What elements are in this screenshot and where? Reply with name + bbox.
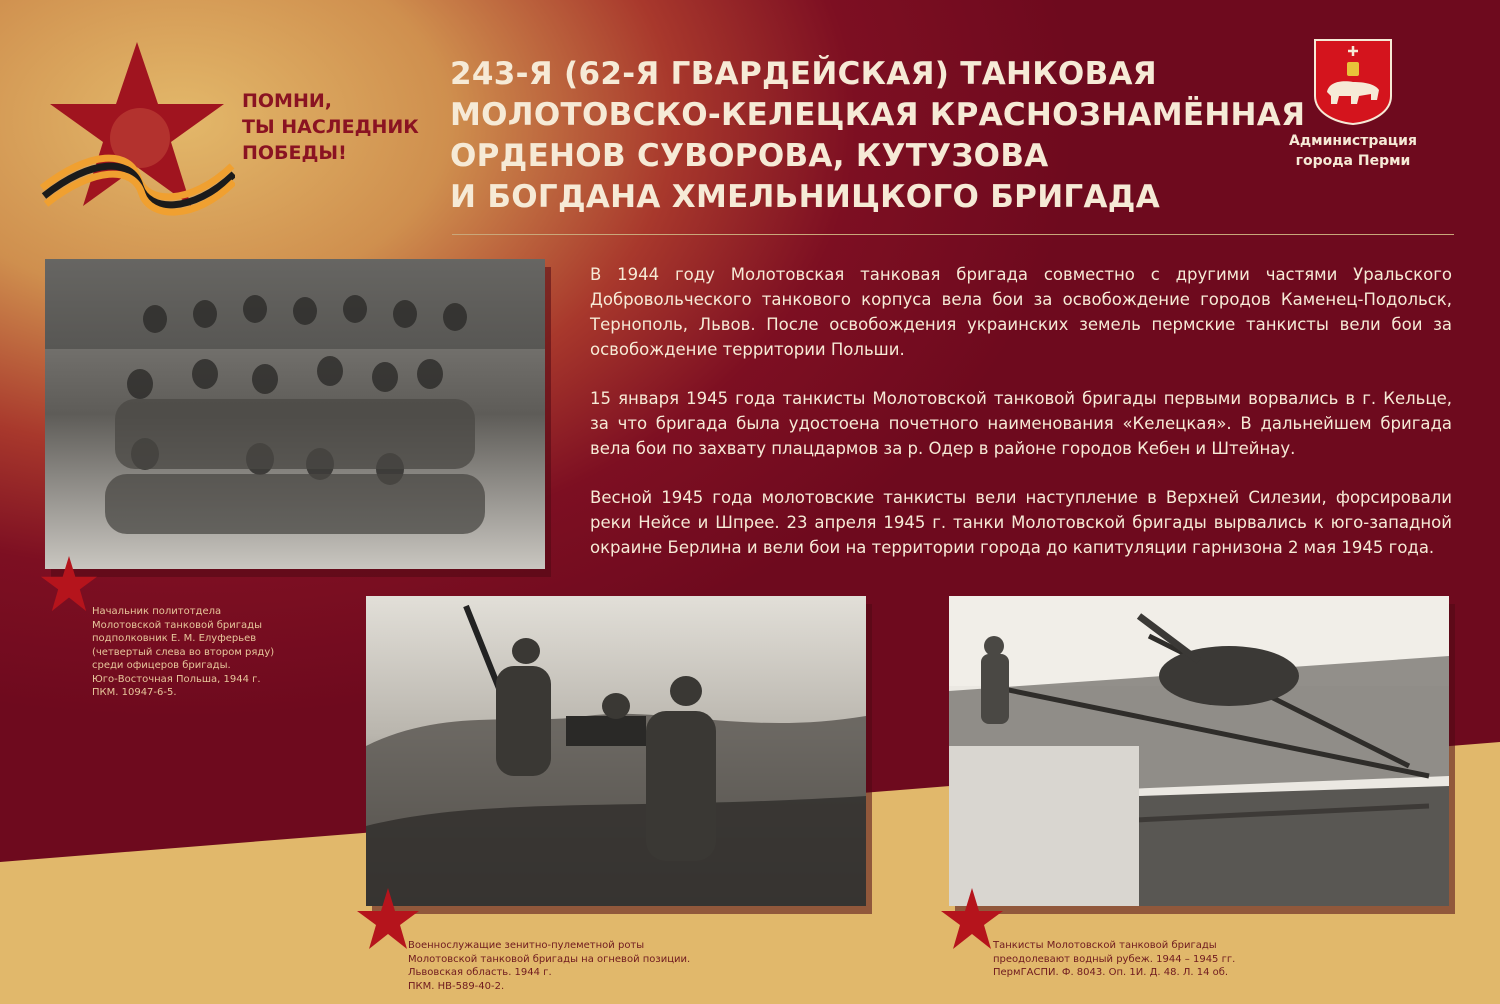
caption-line: ПКМ. НВ-589-40-2. — [408, 980, 505, 992]
admin-line-1: Администрация — [1289, 133, 1417, 149]
caption-line: среди офицеров бригады. — [92, 660, 231, 671]
slogan-line-3: ПОБЕДЫ! — [242, 142, 347, 164]
caption-line: подполковник Е. М. Елуферьев — [92, 633, 257, 644]
slogan-line-1: ПОМНИ, — [242, 90, 332, 112]
caption-anti-aircraft — [408, 939, 690, 993]
slogan-line-2: ТЫ НАСЛЕДНИК — [242, 116, 419, 138]
paragraph-2: 15 января 1945 года танкисты Молотовской танковой бригады первыми ворвались в г. Кельце, за что бригада была удостоена почетного наименования «Келецкая». В дальнейшем бригада вела бои по захвату плацдармов за р. Одер в районе городов Кебен и Штейнау. — [590, 389, 1452, 458]
history-text — [590, 262, 1452, 584]
caption-line: преодолевают водный рубеж. 1944 – 1945 гг. — [993, 953, 1236, 965]
slogan — [242, 88, 432, 166]
caption-line: Молотовской танковой бригады — [92, 619, 262, 631]
caption-officers — [92, 605, 274, 700]
paragraph-1: В 1944 году Молотовская танковая бригада совместно с другими частями Уральского Добровольческого танкового корпуса вела бои за освобождение городов Каменец-Подольск, Тернополь, Львов. После освобождения украинских земель пермские танкисты вели бои за освобождение территории Польши. — [590, 265, 1452, 359]
perm-coat-of-arms-icon — [1313, 38, 1393, 126]
officers-group-photo — [45, 259, 545, 569]
admin-line-2: города Перми — [1295, 153, 1411, 169]
anti-aircraft-crew-photo — [366, 596, 866, 906]
caption-line: Начальник политотдела — [92, 606, 222, 617]
paragraph-3: Весной 1945 года молотовские танкисты вели наступление в Верхней Силезии, форсировали реки Нейсе и Шпрее. 23 апреля 1945 г. танки Молотовской бригады вырвались к юго-западной окраине Берлина и вели бои на территории города до капитуляции гарнизона 2 мая 1945 года. — [590, 488, 1452, 557]
caption-line: ПКМ. 10947-6-5. — [92, 687, 177, 698]
page-title — [450, 54, 1310, 218]
caption-tank-crossing — [993, 939, 1235, 980]
caption-line: ПермГАСПИ. Ф. 8043. Оп. 1И. Д. 48. Л. 14 об. — [993, 967, 1229, 978]
caption-line: Львовская область. 1944 г. — [408, 967, 552, 978]
caption-line: Молотовской танковой бригады на огневой позиции. — [408, 953, 691, 965]
title-line-4: И БОГДАНА ХМЕЛЬНИЦКОГО БРИГАДА — [450, 179, 1160, 215]
administration-label — [1275, 131, 1431, 171]
caption-line: (четвертый слева во втором ряду) — [92, 646, 275, 658]
tank-crossing-photo — [949, 596, 1449, 906]
title-line-1: 243-Я (62-Я ГВАРДЕЙСКАЯ) ТАНКОВАЯ — [450, 56, 1157, 92]
title-divider — [452, 234, 1454, 235]
title-line-2: МОЛОТОВСКО-КЕЛЕЦКАЯ КРАСНОЗНАМЁННАЯ — [450, 97, 1306, 133]
caption-line: Танкисты Молотовской танковой бригады — [993, 940, 1217, 951]
title-line-3: ОРДЕНОВ СУВОРОВА, КУТУЗОВА — [450, 138, 1049, 174]
caption-line: Юго-Восточная Польша, 1944 г. — [92, 673, 261, 685]
caption-line: Военнослужащие зенитно-пулеметной роты — [408, 940, 645, 951]
victory-star-emblem — [40, 38, 235, 218]
caption-star-icon — [40, 556, 98, 612]
